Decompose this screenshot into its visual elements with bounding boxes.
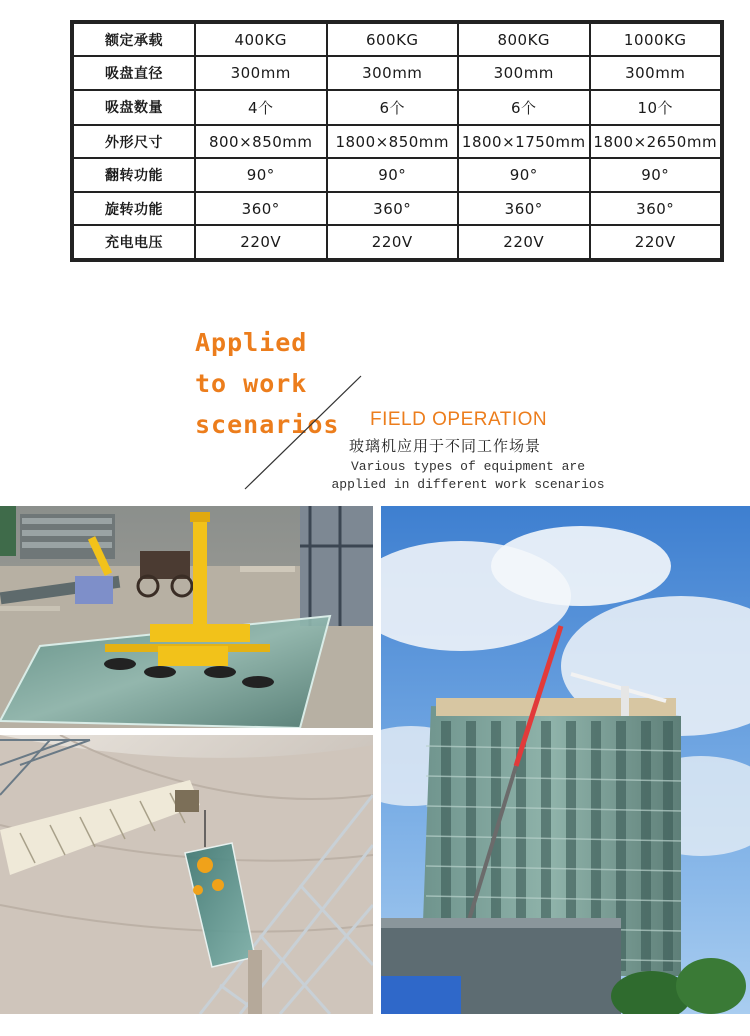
table-row bbox=[73, 90, 721, 125]
table-cell: 10个 bbox=[590, 90, 722, 125]
table-cell: 400KG bbox=[195, 23, 327, 56]
table-cell: 360° bbox=[590, 192, 722, 225]
applied-heading-line2: to work bbox=[195, 369, 308, 398]
row-label: 翻转功能 bbox=[73, 158, 195, 191]
table-cell: 360° bbox=[458, 192, 590, 225]
table-cell: 90° bbox=[327, 158, 459, 191]
table-cell: 360° bbox=[327, 192, 459, 225]
row-label: 充电电压 bbox=[73, 225, 195, 259]
table-cell: 6个 bbox=[458, 90, 590, 125]
table-cell: 1000KG bbox=[590, 23, 722, 56]
table-row bbox=[73, 56, 721, 89]
table-row bbox=[73, 23, 721, 56]
spec-table-grid bbox=[72, 22, 722, 260]
table-cell: 800KG bbox=[458, 23, 590, 56]
table-cell: 90° bbox=[590, 158, 722, 191]
table-cell: 600KG bbox=[327, 23, 459, 56]
field-operation-subtitle: 玻璃机应用于不同工作场景 bbox=[349, 437, 542, 455]
table-cell: 800×850mm bbox=[195, 125, 327, 158]
table-row bbox=[73, 225, 721, 259]
applied-heading-line1: Applied bbox=[195, 328, 308, 357]
table-cell: 1800×2650mm bbox=[590, 125, 722, 158]
row-label: 吸盘直径 bbox=[73, 56, 195, 89]
spec-table bbox=[70, 20, 724, 262]
table-cell: 1800×850mm bbox=[327, 125, 459, 158]
table-cell: 300mm bbox=[327, 56, 459, 89]
table-cell: 220V bbox=[327, 225, 459, 259]
field-operation-description bbox=[318, 458, 618, 494]
table-cell: 360° bbox=[195, 192, 327, 225]
table-cell: 300mm bbox=[590, 56, 722, 89]
row-label: 额定承载 bbox=[73, 23, 195, 56]
vacuum-lifter-on-glass-photo bbox=[0, 506, 373, 728]
table-cell: 220V bbox=[195, 225, 327, 259]
table-cell: 1800×1750mm bbox=[458, 125, 590, 158]
table-cell: 6个 bbox=[327, 90, 459, 125]
crane-lifting-glass-panel-photo bbox=[0, 735, 373, 1014]
table-row bbox=[73, 192, 721, 225]
row-label: 旋转功能 bbox=[73, 192, 195, 225]
table-row bbox=[73, 125, 721, 158]
table-cell: 90° bbox=[458, 158, 590, 191]
description-line1: Various types of equipment are bbox=[350, 459, 586, 474]
table-cell: 4个 bbox=[195, 90, 327, 125]
table-cell: 300mm bbox=[458, 56, 590, 89]
high-rise-building-crane-photo bbox=[381, 506, 750, 1014]
table-cell: 220V bbox=[590, 225, 722, 259]
row-label: 吸盘数量 bbox=[73, 90, 195, 125]
row-label: 外形尺寸 bbox=[73, 125, 195, 158]
table-cell: 300mm bbox=[195, 56, 327, 89]
applied-heading-line3: scenarios bbox=[195, 410, 340, 439]
description-line2: applied in different work scenarios bbox=[331, 477, 605, 492]
field-operation-title: FIELD OPERATION bbox=[370, 409, 548, 430]
table-cell: 90° bbox=[195, 158, 327, 191]
table-cell: 220V bbox=[458, 225, 590, 259]
table-row bbox=[73, 158, 721, 191]
